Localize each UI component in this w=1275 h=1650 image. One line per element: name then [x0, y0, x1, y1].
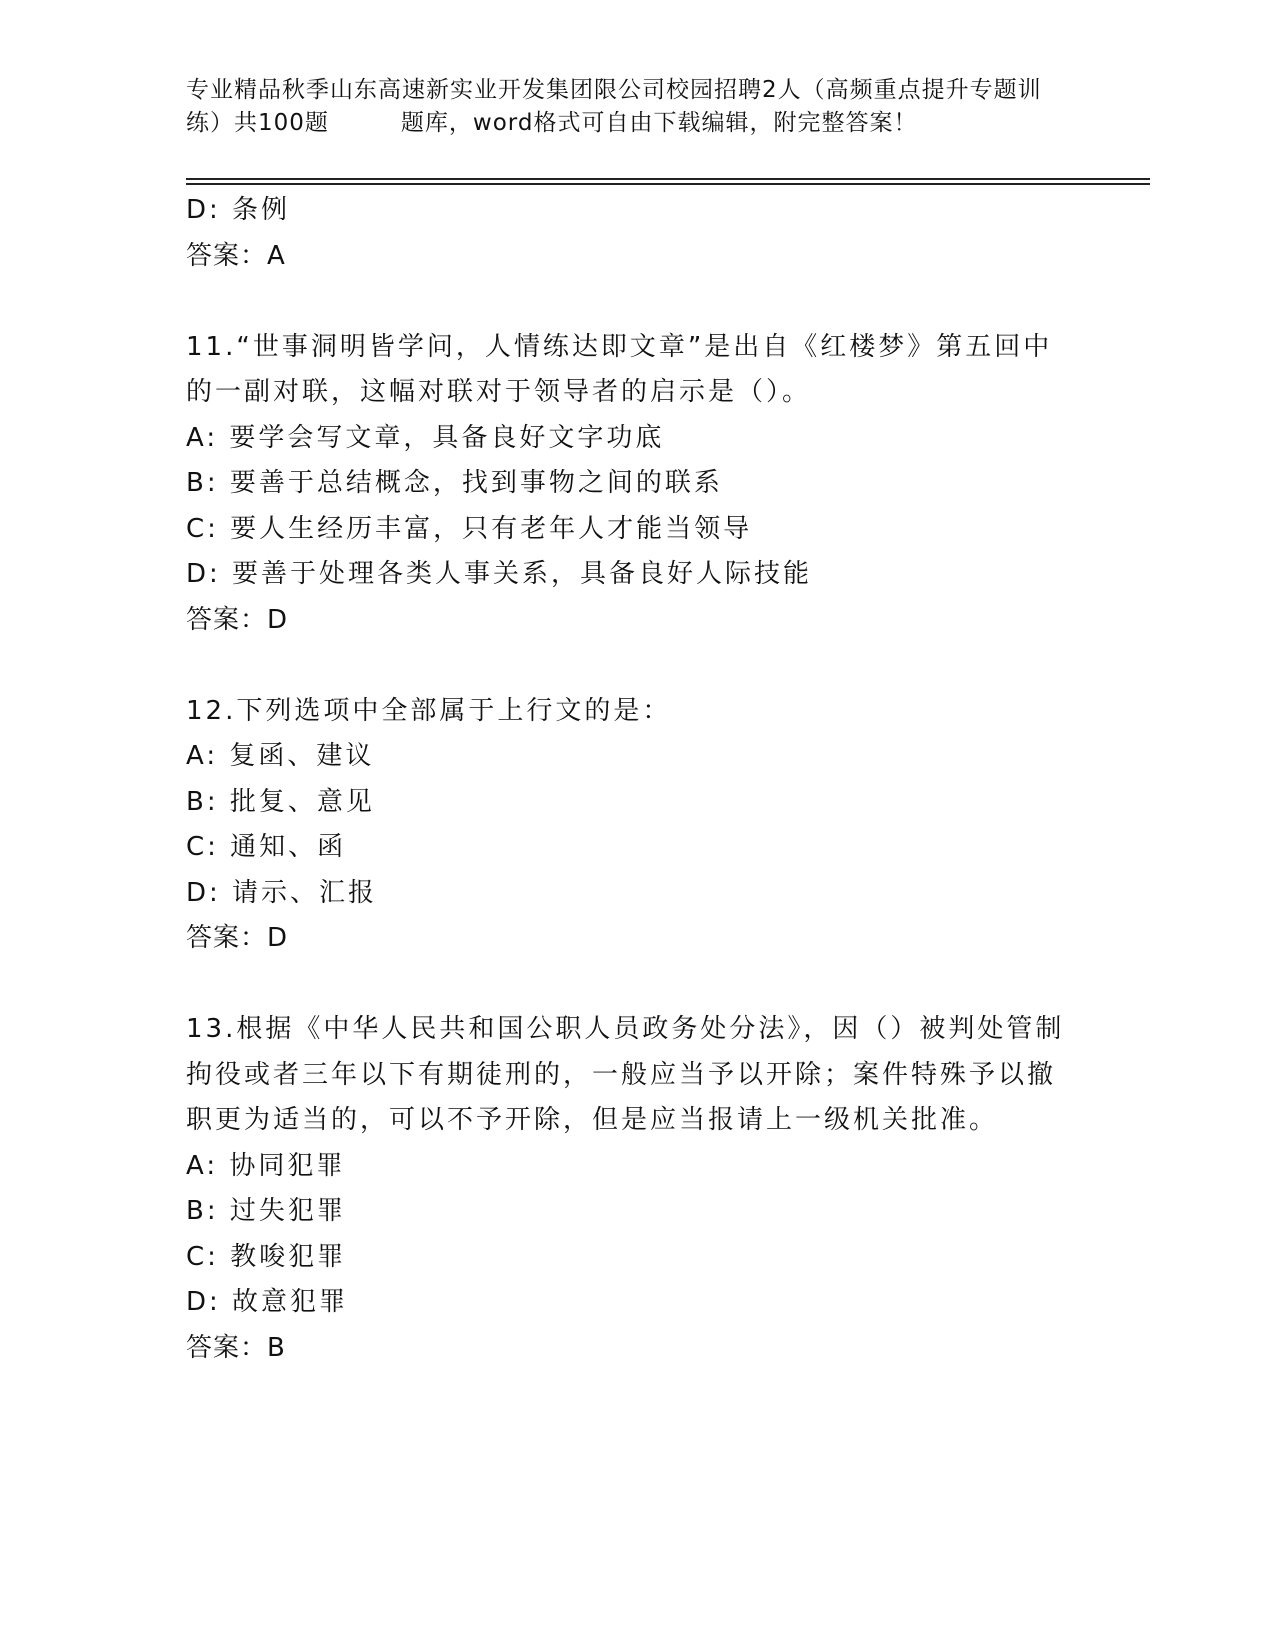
option-b: B: 批复、意见	[186, 786, 375, 817]
option-b: B: 要善于总结概念，找到事物之间的联系	[186, 468, 723, 498]
answer: 答案：D	[186, 604, 289, 635]
question-stem-line: 拘役或者三年以下有期徒刑的，一般应当予以开除；案件特殊予以撤	[186, 1059, 1057, 1090]
header-line-2-part-1: 练）共100题	[186, 110, 329, 136]
option-a: A: 复函、建议	[186, 741, 375, 771]
option-c: C: 教唆犯罪	[186, 1241, 347, 1272]
header-line-2	[186, 107, 1086, 140]
option-d: D: 请示、汇报	[186, 877, 378, 908]
question-stem-line: 的一副对联，这幅对联对于领导者的启示是（）。	[186, 377, 812, 407]
answer: 答案：B	[186, 1332, 286, 1363]
question-13	[186, 1007, 1086, 1371]
option-a: A: 要学会写文章，具备良好文字功底	[186, 422, 665, 453]
option-c: C: 通知、函	[186, 832, 347, 862]
header-divider-bottom	[186, 183, 1150, 185]
answer: 答案：D	[186, 923, 289, 953]
header-divider-top	[186, 178, 1150, 180]
question-12	[186, 689, 1086, 962]
question-list	[186, 188, 1086, 1371]
question-stem-line: 11.“世事洞明皆学问，人情练达即文章”是出自《红楼梦》第五回中	[186, 331, 1053, 362]
document-header	[186, 74, 1086, 140]
question-11	[186, 325, 1086, 644]
option-d: D: 要善于处理各类人事关系，具备良好人际技能	[186, 559, 813, 589]
question-stem-line: 职更为适当的，可以不予开除，但是应当报请上一级机关批准。	[186, 1105, 999, 1135]
question-stem-line: 13.根据《中华人民共和国公职人员政务处分法》，因（）被判处管制	[186, 1014, 1065, 1044]
option-a: A: 协同犯罪	[186, 1150, 346, 1181]
previous-option-d: D: 条例	[186, 195, 291, 225]
option-d: D: 故意犯罪	[186, 1287, 349, 1317]
header-line-1: 专业精品秋季山东高速新实业开发集团限公司校园招聘2人（高频重点提升专题训	[186, 77, 1042, 103]
option-c: C: 要人生经历丰富，只有老年人才能当领导	[186, 513, 753, 544]
option-b: B: 过失犯罪	[186, 1196, 346, 1226]
previous-answer: 答案：A	[186, 240, 286, 271]
question-stem-line: 12.下列选项中全部属于上行文的是：	[186, 695, 672, 726]
header-line-2-part-2: 题库，word格式可自由下载编辑，附完整答案！	[400, 110, 918, 136]
